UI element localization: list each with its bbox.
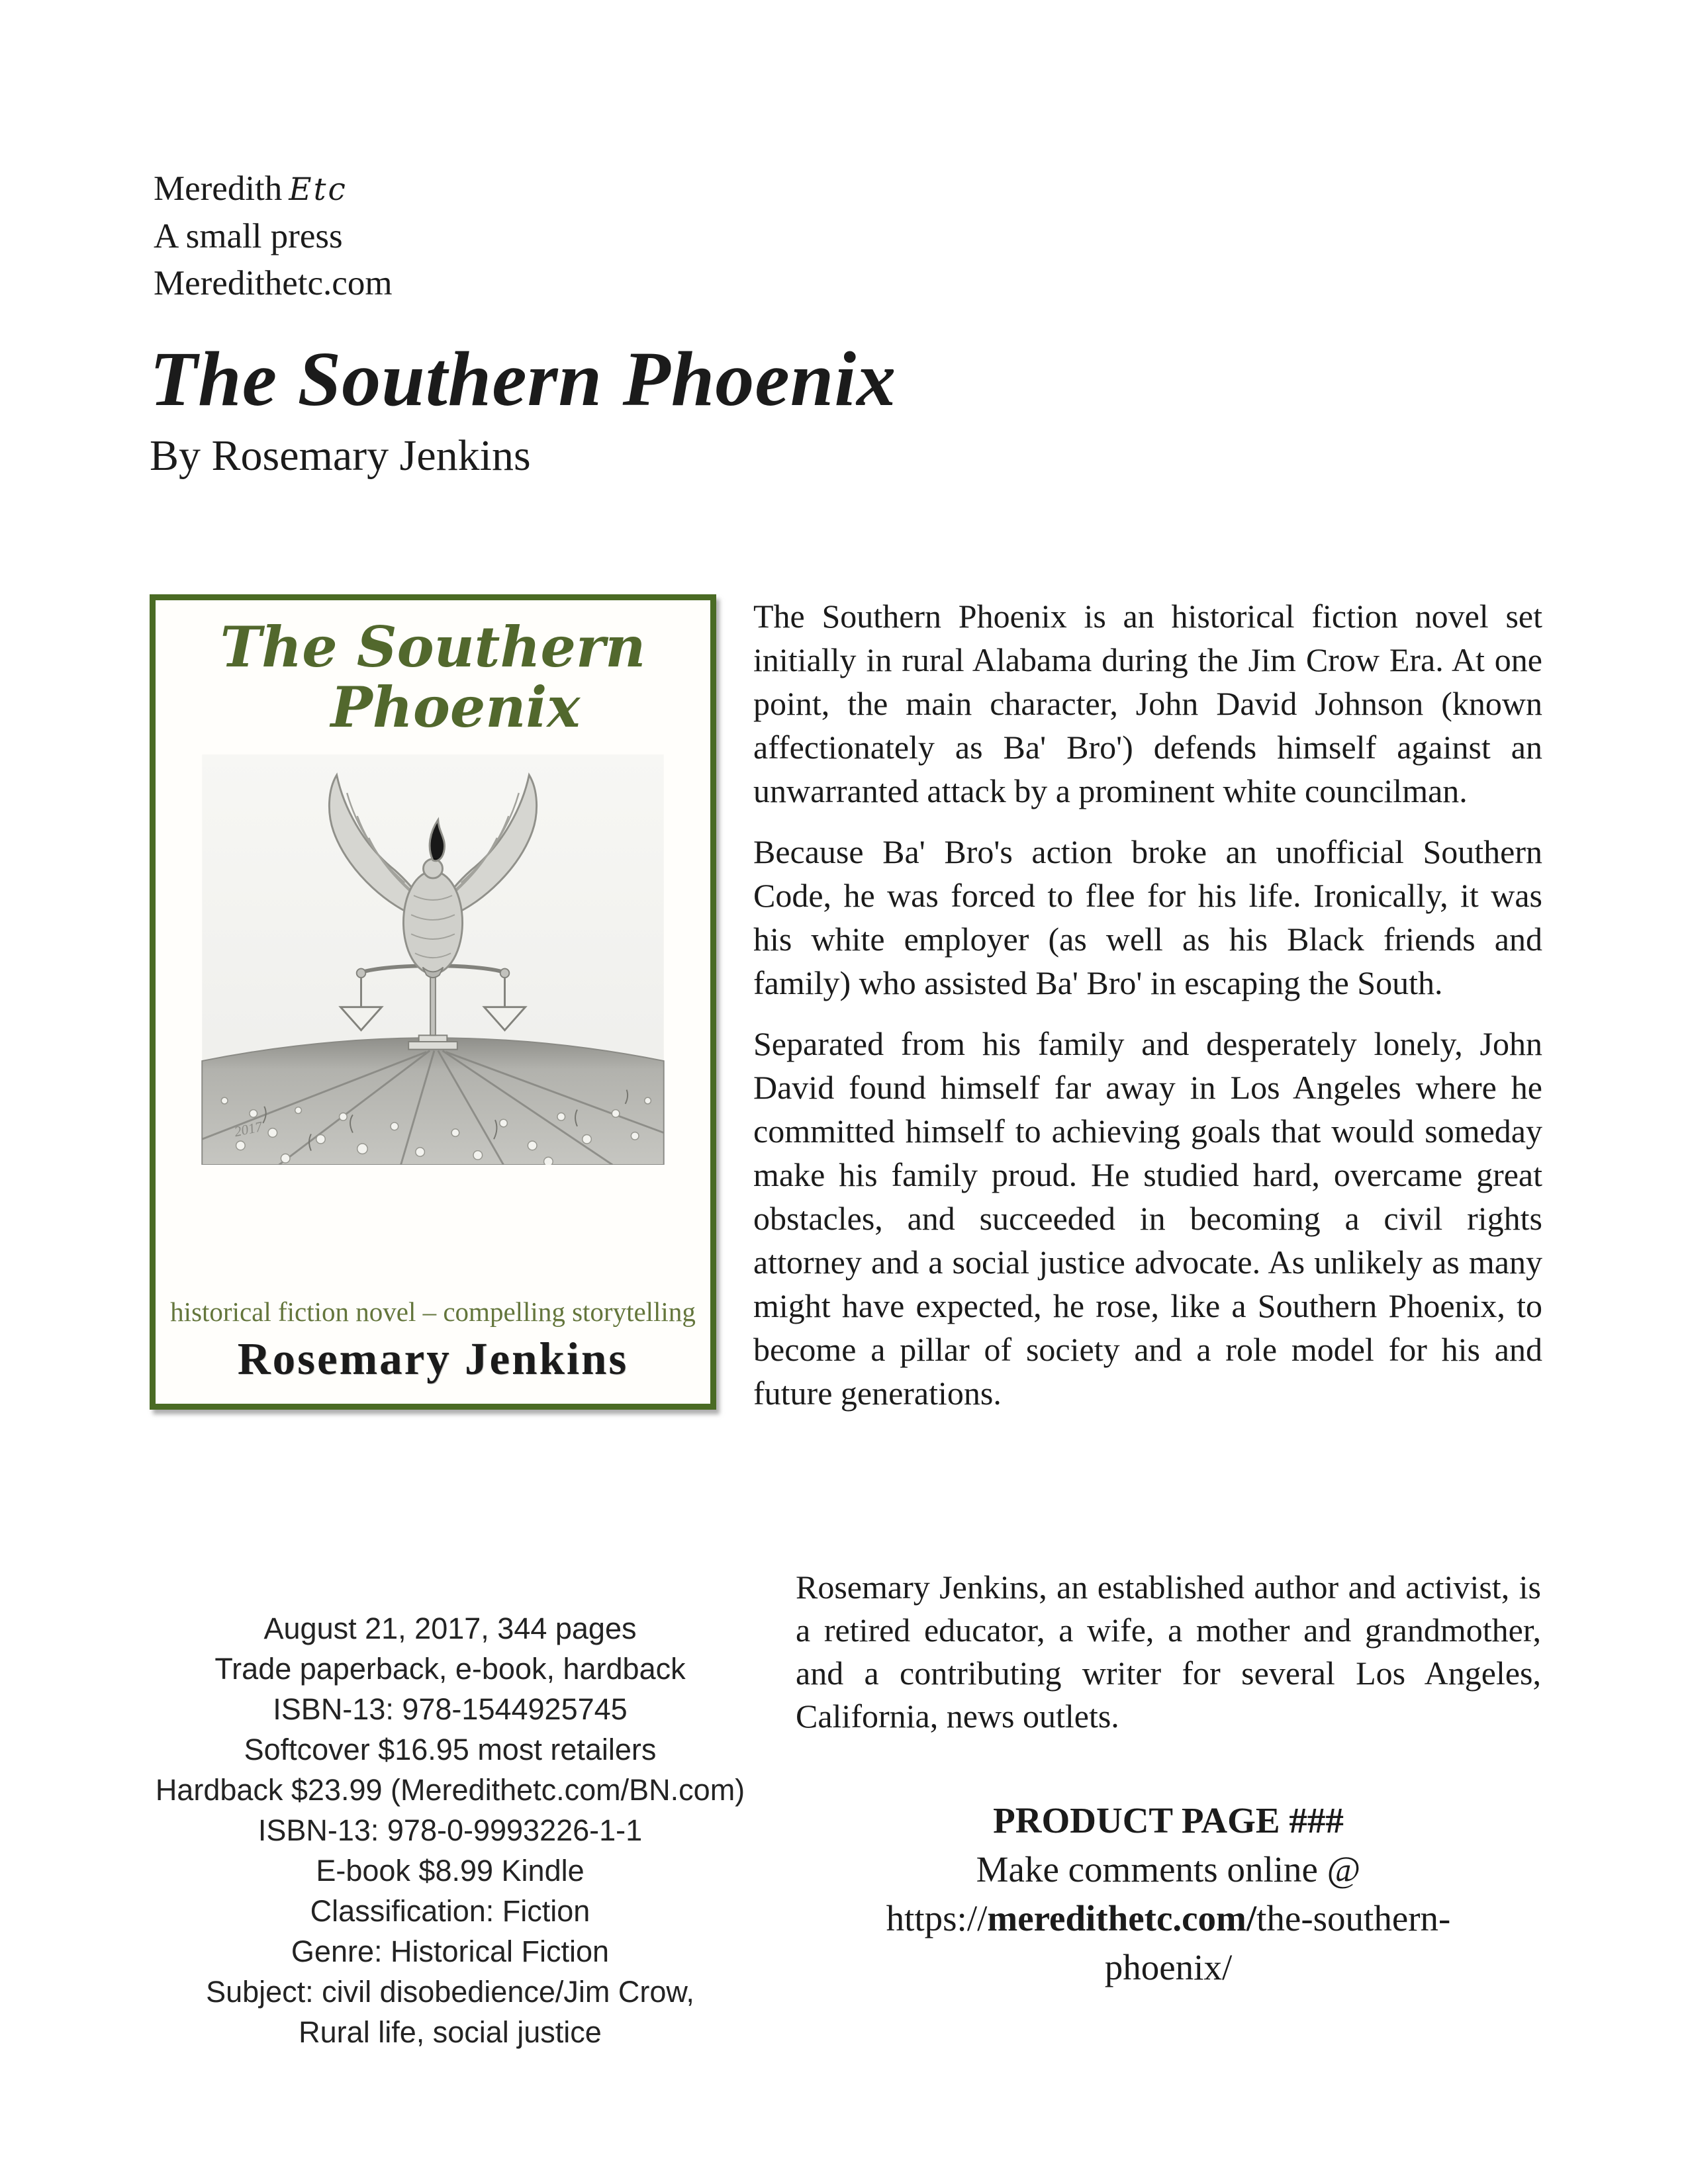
product-block — [796, 1796, 1541, 1992]
publisher-etc-script: Etc — [289, 171, 348, 208]
detail-line: E-book $8.99 Kindle — [316, 1854, 585, 1888]
cover-title-line1: The Southern — [220, 614, 646, 680]
phoenix-head — [423, 859, 442, 878]
detail-line: Rural life, social justice — [299, 2015, 602, 2049]
comments-line: Make comments online @ — [976, 1849, 1361, 1889]
cotton-field — [202, 1038, 664, 1165]
main-content — [150, 594, 1542, 1432]
byline: By Rosemary Jenkins — [150, 431, 531, 480]
product-page-heading: PRODUCT PAGE ### — [993, 1800, 1344, 1841]
description-paragraph-1: The Southern Phoenix is an historical fiction novel set initially in rural Alabama during the Jim Crow Era. At one point, the main character, John David Johnson (known affectionately as Ba' Bro') defends himself against an unwarranted attack by a prominent white councilman. — [753, 598, 1542, 809]
url-prefix: https:// — [886, 1898, 988, 1938]
detail-line: Subject: civil disobedience/Jim Crow, — [206, 1975, 694, 2009]
description-paragraph-2: Because Ba' Bro's action broke an unofficial Southern Code, he was forced to flee for his life. Ironically, it was his white employer (as well as his Black friends and family) who assisted Ba' Bro' in escaping the South. — [753, 833, 1542, 1001]
detail-line: ISBN-13: 978-0-9993226-1-1 — [258, 1813, 643, 1847]
title-block — [150, 336, 897, 481]
publication-details — [93, 1608, 808, 2052]
cover-title — [220, 614, 646, 740]
cover-author: Rosemary Jenkins — [237, 1334, 629, 1384]
detail-line: Classification: Fiction — [310, 1894, 590, 1928]
publisher-website-link[interactable]: Meredithetc.com — [154, 264, 393, 302]
artist-signature: 2017 — [232, 1118, 264, 1140]
detail-line: Hardback $23.99 (Meredithetc.com/BN.com) — [155, 1773, 745, 1807]
right-column — [796, 1566, 1541, 1992]
detail-line: Trade paperback, e-book, hardback — [214, 1652, 686, 1686]
publisher-block — [154, 165, 393, 307]
url-path: the-southern-phoenix/ — [1104, 1898, 1451, 1987]
detail-line: August 21, 2017, 344 pages — [263, 1612, 637, 1645]
publisher-name-line — [154, 165, 393, 213]
book-cover — [150, 594, 716, 1410]
detail-line: Softcover $16.95 most retailers — [244, 1733, 657, 1766]
description-paragraph-3: Separated from his family and desperately lonely, John David found himself far away in Los Angeles where he committed himself to achieving goals that would someday make his family proud. He studied hard, overcame great obstacles, and succeeded in becoming a civil rights attorney and a social justice advocate. As unlikely as many might have expected, he rose, like a Southern Phoenix, to become a pillar of society and a role model for his and future generations. — [753, 1025, 1542, 1412]
author-bio: Rosemary Jenkins, an established author and activist, is a retired educator, a wife, a mother and grandmother, and a contributing writer for several Los Angeles, California, news outlets. — [796, 1569, 1541, 1735]
product-url-link[interactable] — [844, 1894, 1493, 1992]
detail-line: ISBN-13: 978-1544925745 — [273, 1692, 628, 1726]
publisher-tagline: A small press — [154, 217, 343, 255]
cover-tagline: historical fiction novel – compelling storytelling — [170, 1297, 696, 1327]
publisher-name: Meredith — [154, 169, 283, 208]
phoenix-illustration — [184, 754, 682, 1165]
cover-title-line2: Phoenix — [330, 674, 581, 740]
url-domain: meredithetc.com/ — [987, 1898, 1257, 1938]
page-title: The Southern Phoenix — [150, 336, 897, 422]
detail-line: Genre: Historical Fiction — [291, 1934, 610, 1968]
